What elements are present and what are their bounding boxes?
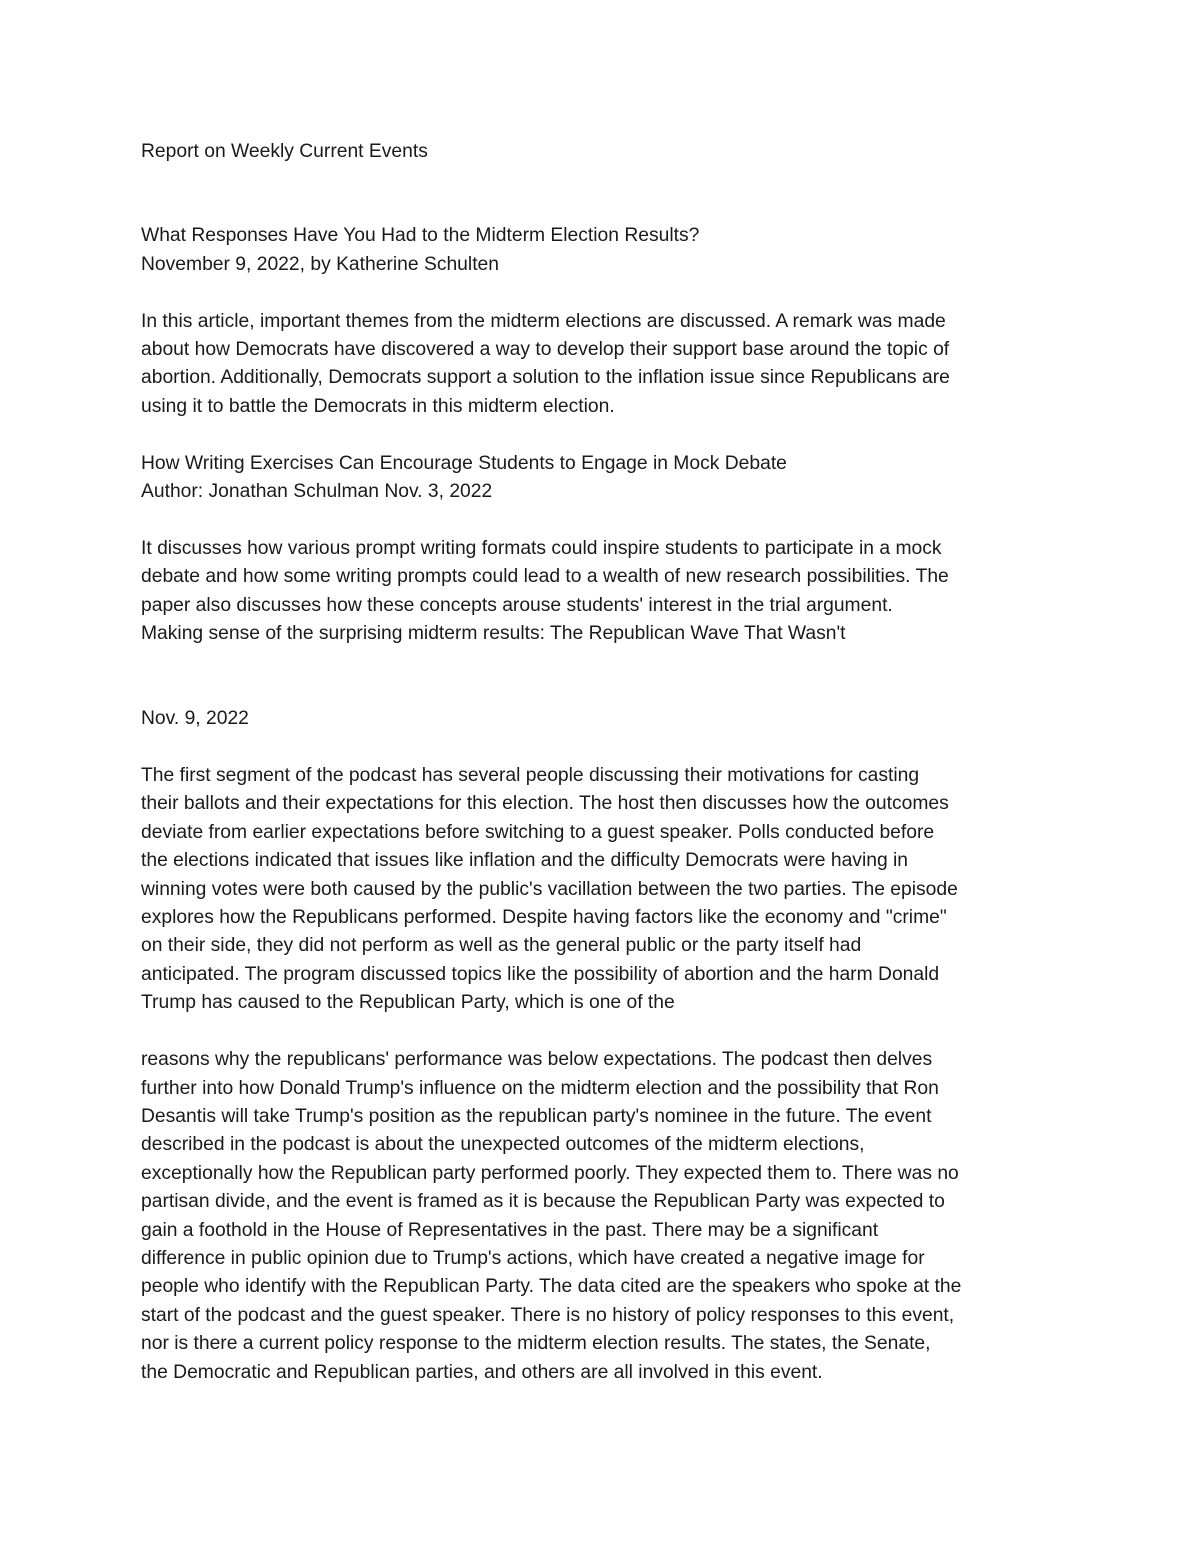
article-2-headline: How Writing Exercises Can Encourage Students to Engage in Mock Debate [141, 452, 787, 474]
text-line: using it to battle the Democrats in this midterm election. [141, 395, 615, 417]
text-line: partisan divide, and the event is framed as it is because the Republican Party was expected to [141, 1191, 945, 1213]
article-1-headline: What Responses Have You Had to the Midterm Election Results? [141, 225, 700, 247]
article-2 [141, 450, 1081, 649]
text-line: Desantis will take Trump's position as the republican party's nominee in the future. The event [141, 1105, 932, 1127]
text-line: further into how Donald Trump's influence on the midterm election and the possibility that Ron [141, 1077, 939, 1099]
text-line: the elections indicated that issues like inflation and the difficulty Democrats were having in [141, 850, 909, 872]
text-line: debate and how some writing prompts could lead to a wealth of new research possibilities. The [141, 566, 949, 588]
article-3-paragraph-1 [141, 762, 1081, 1018]
text-line: Making sense of the surprising midterm results: The Republican Wave That Wasn't [141, 623, 846, 645]
article-1 [141, 222, 1081, 421]
text-line: described in the podcast is about the unexpected outcomes of the midterm elections, [141, 1134, 865, 1156]
text-line: Trump has caused to the Republican Party, which is one of the [141, 992, 675, 1014]
text-line: anticipated. The program discussed topics like the possibility of abortion and the harm Donald [141, 963, 940, 985]
text-line: paper also discusses how these concepts arouse students' interest in the trial argument. [141, 594, 893, 616]
text-line: start of the podcast and the guest speaker. There is no history of policy responses to this event, [141, 1304, 955, 1326]
text-line: abortion. Additionally, Democrats support a solution to the inflation issue since Republicans are [141, 367, 950, 389]
text-line: It discusses how various prompt writing formats could inspire students to participate in a mock [141, 537, 942, 559]
article-2-byline: Author: Jonathan Schulman Nov. 3, 2022 [141, 481, 493, 503]
article-2-summary [141, 535, 1081, 649]
text-line: the Democratic and Republican parties, and others are all involved in this event. [141, 1361, 823, 1383]
article-1-summary [141, 308, 1081, 422]
article-1-byline: November 9, 2022, by Katherine Schulten [141, 253, 499, 275]
text-line: explores how the Republicans performed. Despite having factors like the economy and "crime" [141, 907, 947, 929]
article-3-date: Nov. 9, 2022 [141, 708, 249, 730]
text-line: winning votes were both caused by the public's vacillation between the two parties. The episode [141, 878, 958, 900]
text-line: deviate from earlier expectations before switching to a guest speaker. Polls conducted before [141, 821, 935, 843]
article-3-paragraph-2 [141, 1046, 1081, 1387]
text-line: their ballots and their expectations for this election. The host then discusses how the outcomes [141, 793, 949, 815]
text-line: In this article, important themes from the midterm elections are discussed. A remark was made [141, 310, 946, 332]
text-line: difference in public opinion due to Trump's actions, which have created a negative image for [141, 1247, 925, 1269]
article-3 [141, 705, 1081, 1387]
text-line: people who identify with the Republican Party. The data cited are the speakers who spoke at the [141, 1276, 962, 1298]
text-line: on their side, they did not perform as well as the general public or the party itself had [141, 935, 862, 957]
text-line: reasons why the republicans' performance was below expectations. The podcast then delves [141, 1049, 933, 1071]
text-line: The first segment of the podcast has several people discussing their motivations for casting [141, 765, 920, 787]
text-line: gain a foothold in the House of Representatives in the past. There may be a significant [141, 1219, 879, 1241]
document-title: Report on Weekly Current Events [141, 141, 428, 162]
document-page [141, 138, 1081, 1387]
text-line: about how Democrats have discovered a way to develop their support base around the topic of [141, 339, 950, 361]
text-line: exceptionally how the Republican party performed poorly. They expected them to. There was no [141, 1162, 959, 1184]
text-line: nor is there a current policy response to the midterm election results. The states, the Senate, [141, 1333, 931, 1355]
